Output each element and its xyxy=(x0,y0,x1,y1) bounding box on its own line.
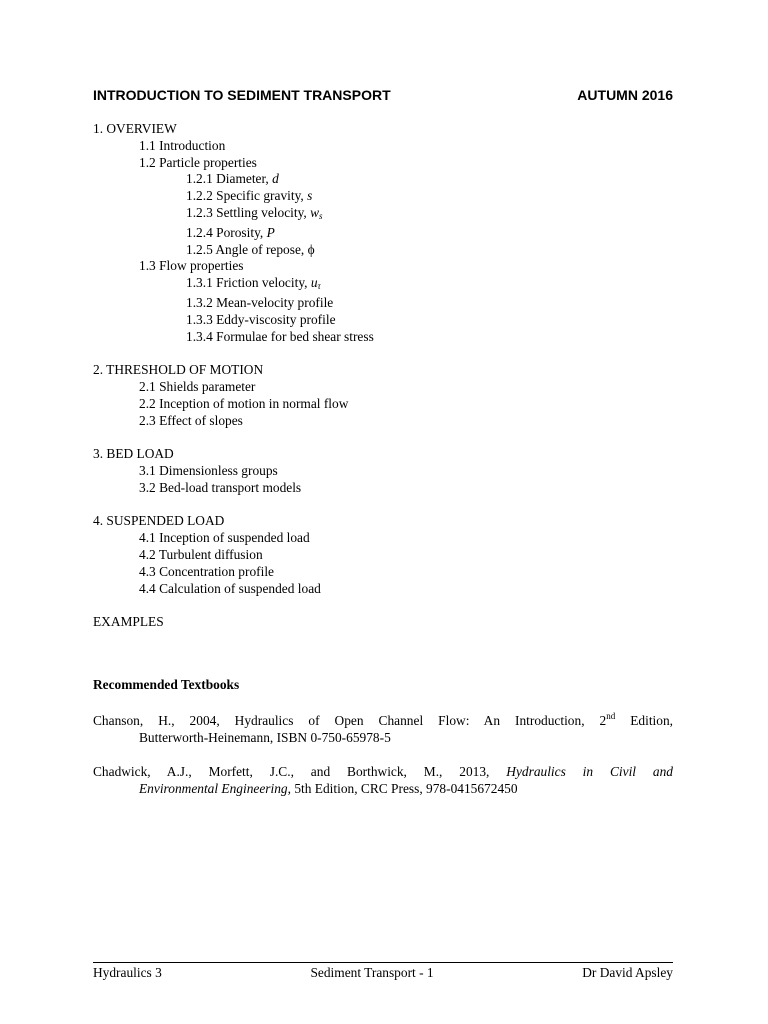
toc-item-1-3-1 xyxy=(93,275,374,295)
spacer xyxy=(93,597,374,614)
toc-item-1-2-4 xyxy=(93,225,374,242)
symbol-p: P xyxy=(266,224,275,240)
toc-item-1-2: 1.2 Particle properties xyxy=(139,154,257,170)
toc-item-1-2-5-text: 1.2.5 Angle of repose, xyxy=(186,241,308,257)
toc-item-1-3-1-text: 1.3.1 Friction velocity, xyxy=(186,275,311,291)
toc-item-4-1: 4.1 Inception of suspended load xyxy=(139,530,310,546)
toc-item-3-1: 3.1 Dimensionless groups xyxy=(139,462,278,478)
toc-item-1-3: 1.3 Flow properties xyxy=(139,258,244,274)
subscript-tau: τ xyxy=(317,281,321,292)
reference-text: Chadwick, A.J., Morfett, J.C., and Borthwick, M., 2013, xyxy=(93,764,507,779)
superscript-nd: nd xyxy=(606,711,616,721)
toc-item-1-2-5 xyxy=(93,242,374,259)
textbooks-heading: Recommended Textbooks xyxy=(93,677,240,692)
reference-line xyxy=(93,708,673,729)
reference-line xyxy=(93,763,673,780)
reference-list xyxy=(93,708,673,814)
symbol-phi: ϕ xyxy=(307,241,315,257)
reference-chanson xyxy=(93,708,673,746)
document-header xyxy=(93,87,673,103)
toc-item-1-2-4-text: 1.2.4 Porosity, xyxy=(186,224,267,240)
reference-text: Chanson, H., 2004, Hydraulics of Open Channel Flow: An Introduction, 2 xyxy=(93,713,607,728)
document-term: AUTUMN 2016 xyxy=(577,87,673,103)
toc-item-1-3-4: 1.3.4 Formulae for bed shear stress xyxy=(186,328,374,344)
toc-item-1-3-2: 1.3.2 Mean-velocity profile xyxy=(186,294,334,310)
spacer xyxy=(93,429,374,446)
toc-item-1-2-3 xyxy=(93,205,374,225)
toc-section-3: 3. BED LOAD xyxy=(93,446,174,462)
symbol-u: u xyxy=(310,275,318,291)
toc-item-1-2-1-text: 1.2.1 Diameter, xyxy=(186,171,273,187)
spacer xyxy=(93,497,374,514)
symbol-s: s xyxy=(307,188,313,204)
toc-item-4-2: 4.2 Turbulent diffusion xyxy=(139,546,263,562)
toc-item-2-3: 2.3 Effect of slopes xyxy=(139,412,243,428)
toc-item-1-3-3: 1.3.3 Eddy-viscosity profile xyxy=(186,311,336,327)
toc-item-1-2-2 xyxy=(93,188,374,205)
toc-section-2: 2. THRESHOLD OF MOTION xyxy=(93,362,264,378)
footer-page-label: Sediment Transport - 1 xyxy=(310,965,434,980)
toc-section-4: 4. SUSPENDED LOAD xyxy=(93,513,225,529)
toc-item-3-2: 3.2 Bed-load transport models xyxy=(139,479,302,495)
document-title: INTRODUCTION TO SEDIMENT TRANSPORT xyxy=(93,87,391,103)
toc-item-4-3: 4.3 Concentration profile xyxy=(139,563,274,579)
footer-divider xyxy=(93,962,673,963)
table-of-contents xyxy=(93,121,374,631)
toc-section-1: 1. OVERVIEW xyxy=(93,121,177,136)
toc-examples: EXAMPLES xyxy=(93,614,164,630)
reference-title: Environmental Engineering xyxy=(139,781,288,796)
symbol-d: d xyxy=(272,171,279,187)
spacer xyxy=(93,345,374,362)
toc-item-1-2-2-text: 1.2.2 Specific gravity, xyxy=(186,188,308,204)
toc-item-4-4: 4.4 Calculation of suspended load xyxy=(139,580,321,596)
reference-continuation: Butterworth-Heinemann, ISBN 0-750-65978-5 xyxy=(139,730,391,745)
subscript-s: s xyxy=(319,210,323,221)
symbol-w: w xyxy=(310,204,320,220)
reference-chadwick xyxy=(93,763,673,797)
footer-course: Hydraulics 3 xyxy=(93,965,162,980)
toc-item-2-2: 2.2 Inception of motion in normal flow xyxy=(139,395,349,411)
toc-item-1-2-1 xyxy=(93,171,374,188)
reference-continuation xyxy=(93,780,673,797)
footer-author: Dr David Apsley xyxy=(582,965,673,980)
reference-title: Hydraulics in Civil and xyxy=(506,764,673,779)
toc-item-1-2-3-text: 1.2.3 Settling velocity, xyxy=(186,204,311,220)
reference-text: Edition, xyxy=(615,713,673,728)
reference-text: , 5th Edition, CRC Press, 978-0415672450 xyxy=(287,781,518,796)
document-footer xyxy=(93,965,673,981)
toc-item-1-1: 1.1 Introduction xyxy=(139,137,226,153)
toc-item-2-1: 2.1 Shields parameter xyxy=(139,378,256,394)
